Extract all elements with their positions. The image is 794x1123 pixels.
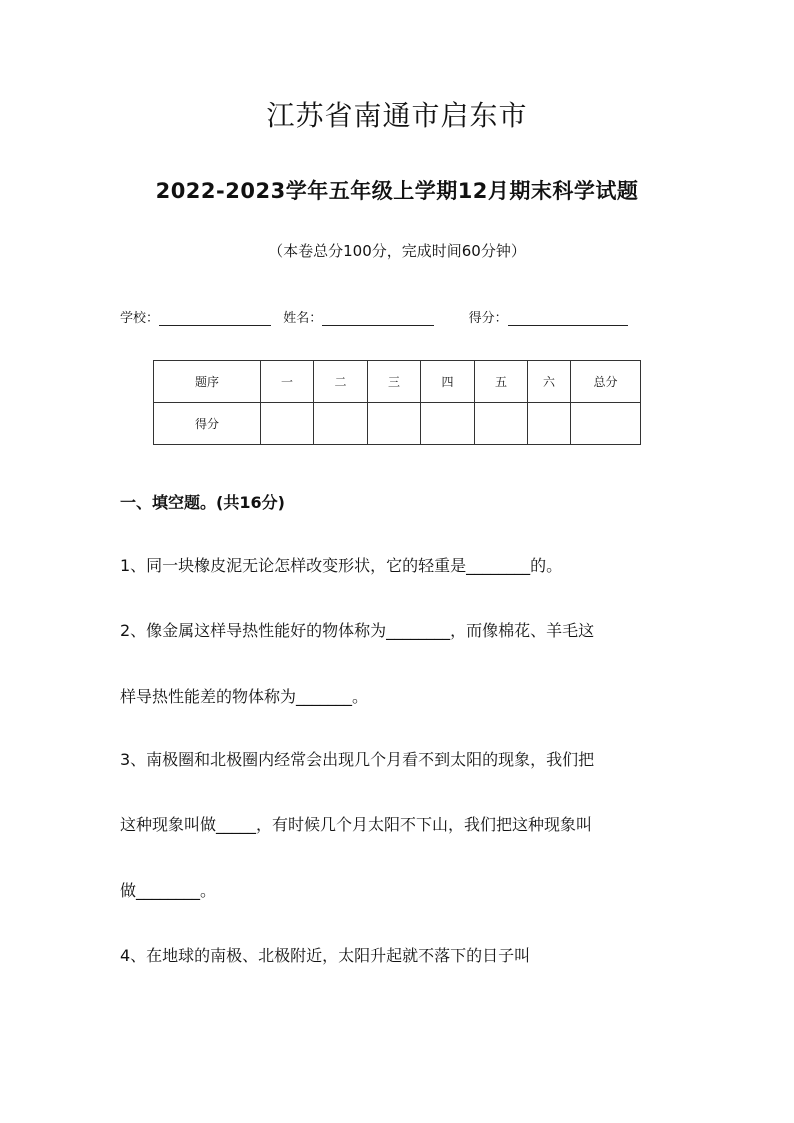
score-cell[interactable]	[475, 403, 528, 445]
table-row	[154, 361, 641, 403]
score-label: 得分：	[468, 311, 508, 326]
column-header: 六	[528, 361, 571, 403]
question-2-line-2: 样导热性能差的物体称为_______。	[120, 687, 369, 706]
question-3-line-3: 做________。	[120, 881, 217, 900]
column-header: 四	[421, 361, 475, 403]
student-info-line	[120, 307, 628, 326]
column-header: 一	[261, 361, 314, 403]
score-cell-total[interactable]	[571, 403, 641, 445]
column-header: 五	[475, 361, 528, 403]
section-heading: 一、填空题。(共16分)	[120, 493, 285, 512]
score-cell[interactable]	[368, 403, 421, 445]
exam-title: 2022-2023学年五年级上学期12月期末科学试题	[155, 179, 639, 203]
table-row	[154, 403, 641, 445]
name-blank	[322, 311, 434, 326]
question-3-line-1: 3、南极圈和北极圈内经常会出现几个月看不到太阳的现象，我们把	[120, 750, 595, 769]
column-header: 二	[314, 361, 368, 403]
question-3-line-2: 这种现象叫做_____，有时候几个月太阳不下山，我们把这种现象叫	[120, 815, 593, 834]
row-header-order: 题序	[154, 361, 261, 403]
question-2-line-1: 2、像金属这样导热性能好的物体称为________，而像棉花、羊毛这	[120, 621, 595, 640]
question-4-line-1: 4、在地球的南极、北极附近，太阳升起就不落下的日子叫	[120, 946, 531, 965]
exam-subtitle: （本卷总分100分，完成时间60分钟）	[268, 242, 526, 260]
score-cell[interactable]	[261, 403, 314, 445]
question-1: 1、同一块橡皮泥无论怎样改变形状，它的轻重是________的。	[120, 556, 563, 575]
school-label: 学校：	[120, 311, 160, 326]
score-table	[153, 360, 641, 445]
score-cell[interactable]	[421, 403, 475, 445]
score-cell[interactable]	[528, 403, 571, 445]
name-label: 姓名：	[283, 311, 323, 326]
score-cell[interactable]	[314, 403, 368, 445]
school-blank	[159, 311, 271, 326]
exam-title-region: 江苏省南通市启东市	[266, 99, 528, 132]
row-header-score: 得分	[154, 403, 261, 445]
column-header-total: 总分	[571, 361, 641, 403]
column-header: 三	[368, 361, 421, 403]
score-blank	[508, 311, 628, 326]
